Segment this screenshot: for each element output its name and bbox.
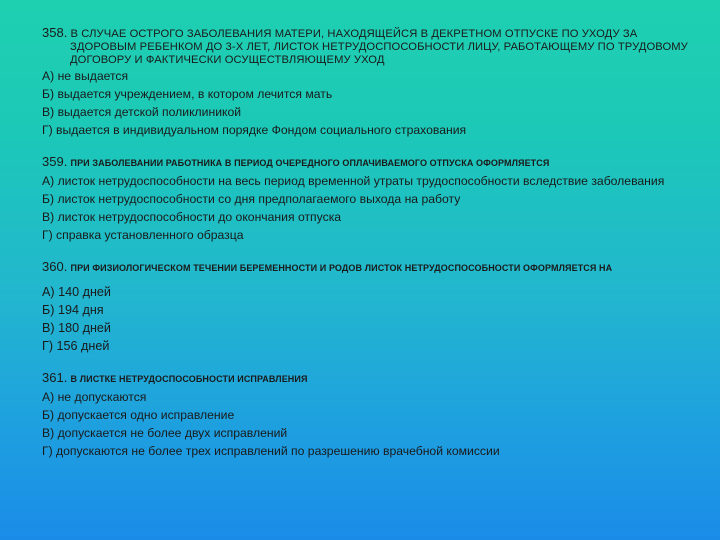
answer-option: А) 140 дней	[42, 285, 111, 299]
answer-option: Г) справка установленного образца	[42, 228, 244, 242]
answer-option: Г) 156 дней	[42, 339, 110, 353]
question-text: В ЛИСТКЕ НЕТРУДОСПОСОБНОСТИ ИСПРАВЛЕНИЯ	[70, 374, 308, 384]
question-text: ПРИ ЗАБОЛЕВАНИИ РАБОТНИКА В ПЕРИОД ОЧЕРЕДНОГО ОПЛАЧИВАЕМОГО ОТПУСКА ОФОРМЛЯЕТСЯ	[70, 158, 550, 168]
answer-option: В) допускается не более двух исправлений	[42, 426, 288, 440]
answer-option: Г) выдается в индивидуальном порядке Фондом социального страхования	[42, 123, 467, 137]
answer-option: А) не допускаются	[42, 390, 147, 404]
answer-option: Б) выдается учреждением, в котором лечится мать	[42, 87, 333, 101]
answer-option: Г) допускаются не более трех исправлений по разрешению врачебной комиссии	[42, 444, 500, 458]
answer-option: Б) 194 дня	[42, 303, 104, 317]
question-text: ПРИ ФИЗИОЛОГИЧЕСКОМ ТЕЧЕНИИ БЕРЕМЕННОСТИ И РОДОВ ЛИСТОК НЕТРУДОСПОСОБНОСТИ ОФОРМЛЯЕТСЯ НА	[70, 263, 613, 273]
question-header	[42, 26, 690, 67]
answer-option: А) не выдается	[42, 69, 129, 83]
answer-option: В) 180 дней	[42, 321, 111, 335]
answer-option: В) выдается детской поликлиникой	[42, 105, 242, 119]
question-number: 360.	[42, 259, 68, 274]
question-number: 359.	[42, 154, 68, 169]
answer-option: А) листок нетрудоспособности на весь период временной утраты трудоспособности вследствие заболевания	[42, 174, 665, 188]
answer-option: Б) допускается одно исправление	[42, 408, 235, 422]
question-360	[42, 260, 690, 355]
question-header	[42, 155, 690, 170]
question-358	[42, 26, 690, 139]
question-header	[42, 260, 690, 275]
answer-option: В) листок нетрудоспособности до окончания отпуска	[42, 210, 342, 224]
question-361	[42, 371, 690, 460]
question-number: 358.	[42, 25, 68, 40]
question-number: 361.	[42, 370, 68, 385]
question-header	[42, 371, 690, 386]
question-359	[42, 155, 690, 244]
answer-option: Б) листок нетрудоспособности со дня предполагаемого выхода на работу	[42, 192, 461, 206]
question-text: В СЛУЧАЕ ОСТРОГО ЗАБОЛЕВАНИЯ МАТЕРИ, НАХОДЯЩЕЙСЯ В ДЕКРЕТНОМ ОТПУСКЕ ПО УХОДУ ЗА ЗДОРОВЫМ РЕБЕНКОМ ДО 3-Х ЛЕТ, ЛИСТОК НЕТРУДОСПОСОБНОСТИ ЛИЦУ, РАБОТАЮЩЕМУ ПО ТРУДОВОМУ ДОГОВОРУ И ФАКТИЧЕСКИ ОСУЩЕСТВЛЯЮЩЕМУ УХОД	[70, 28, 688, 66]
